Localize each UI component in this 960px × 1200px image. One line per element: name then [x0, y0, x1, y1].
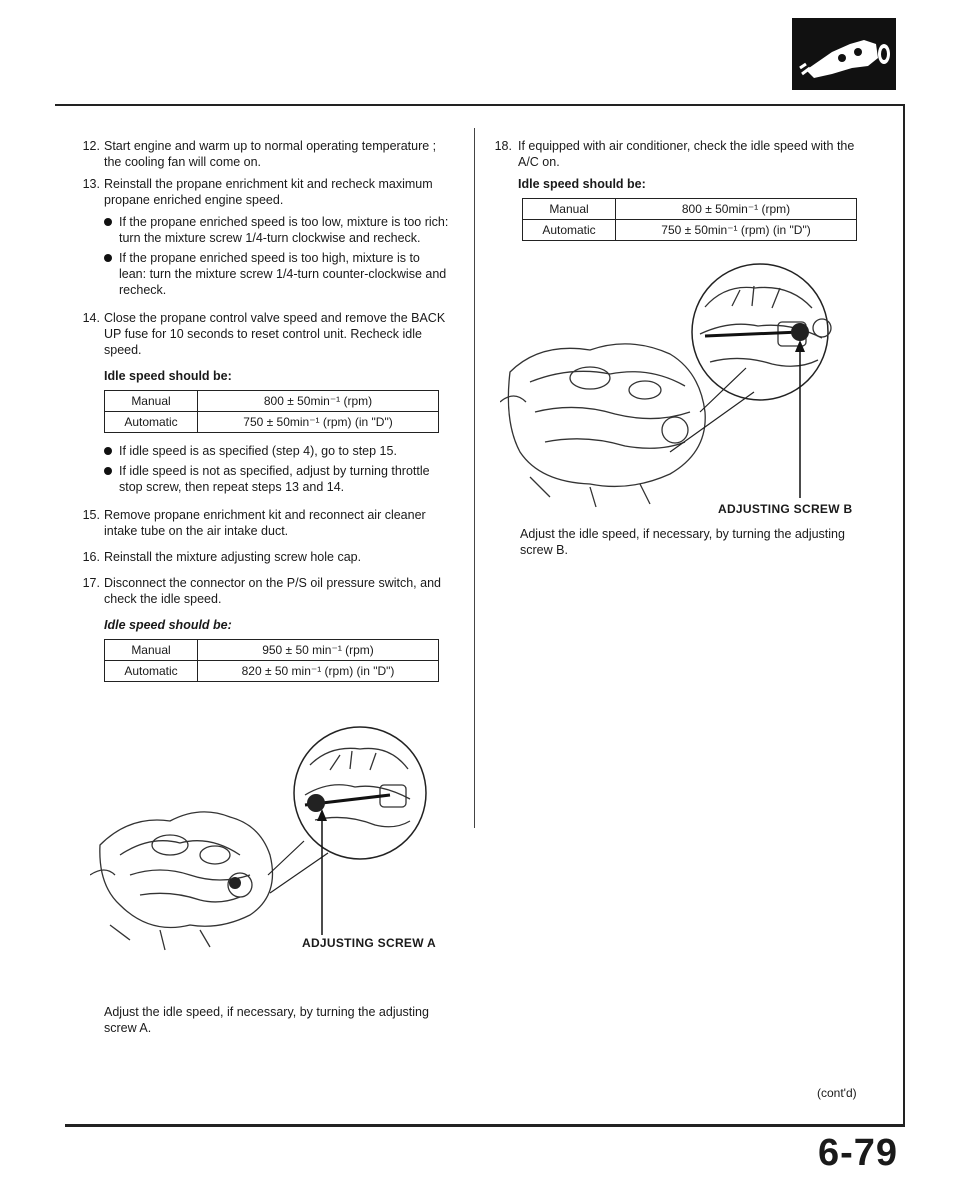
table-row	[523, 220, 857, 241]
bullet-icon	[104, 254, 112, 262]
step-text: Reinstall the mixture adjusting screw hole cap.	[104, 550, 362, 564]
step-13	[74, 176, 450, 208]
idle-speed-table	[522, 198, 857, 241]
table-cell: 800 ± 50min⁻¹ (rpm)	[198, 391, 439, 412]
table-cell: Manual	[105, 640, 198, 661]
idle-speed-table	[104, 390, 439, 433]
bullet-item	[104, 214, 450, 246]
adjust-instruction-b: Adjust the idle speed, if necessary, by turning the adjusting screw B.	[520, 527, 845, 557]
step-text: Close the propane control valve speed and remove the BACK UP fuse for 10 seconds to reset control unit. Recheck idle speed.	[104, 311, 446, 357]
step-number: 15.	[82, 508, 100, 522]
left-column	[74, 138, 450, 682]
step-text: Disconnect the connector on the P/S oil pressure switch, and check the idle speed.	[104, 576, 441, 606]
idle-speed-label: Idle speed should be:	[104, 369, 232, 383]
table-row	[523, 199, 857, 220]
table-cell: 820 ± 50 min⁻¹ (rpm) (in "D")	[198, 661, 439, 682]
table-cell: Manual	[105, 391, 198, 412]
step-number: 12.	[82, 139, 100, 153]
bullet-text: If the propane enriched speed is too low, mixture is too rich: turn the mixture screw 1/4-turn clockwise and recheck.	[119, 215, 449, 245]
adjusting-screw-b-callout: ADJUSTING SCREW B	[718, 502, 853, 516]
step-16	[74, 549, 450, 565]
step-12	[74, 138, 450, 170]
step-text: Start engine and warm up to normal operating temperature ; the cooling fan will come on.	[104, 139, 437, 169]
step-number: 16.	[82, 550, 100, 564]
bullet-text: If idle speed is not as specified, adjust by turning throttle stop screw, then repeat steps 13 and 14.	[119, 464, 430, 494]
bullet-item	[104, 443, 450, 459]
table-cell: 950 ± 50 min⁻¹ (rpm)	[198, 640, 439, 661]
table-cell: Automatic	[105, 412, 198, 433]
footer-rule	[65, 1124, 905, 1127]
table-cell: 750 ± 50min⁻¹ (rpm) (in "D")	[616, 220, 857, 241]
engine-fuel-system-icon	[792, 18, 896, 90]
step-17	[74, 575, 450, 607]
table-cell: Automatic	[105, 661, 198, 682]
header-rule	[55, 104, 905, 106]
adjusting-screw-a-callout: ADJUSTING SCREW A	[302, 936, 436, 950]
table-cell: Manual	[523, 199, 616, 220]
idle-speed-label: Idle speed should be:	[104, 618, 232, 632]
table-cell: 800 ± 50min⁻¹ (rpm)	[616, 199, 857, 220]
table-row	[105, 640, 439, 661]
step-text: Remove propane enrichment kit and reconnect air cleaner intake tube on the air intake duct.	[104, 508, 426, 538]
table-cell: 750 ± 50min⁻¹ (rpm) (in "D")	[198, 412, 439, 433]
page-number: 6-79	[818, 1132, 899, 1174]
table-row	[105, 412, 439, 433]
bullet-item	[104, 250, 450, 298]
step-number: 13.	[82, 177, 100, 191]
right-column	[492, 138, 868, 241]
right-page-rule	[903, 104, 905, 1126]
step-text: If equipped with air conditioner, check the idle speed with the A/C on.	[518, 139, 855, 169]
step-number: 14.	[82, 311, 100, 325]
step-number: 17.	[82, 576, 100, 590]
table-row	[105, 661, 439, 682]
bullet-item	[104, 463, 450, 495]
continued-label: (cont'd)	[817, 1086, 857, 1100]
bullet-text: If idle speed is as specified (step 4), go to step 15.	[119, 444, 397, 458]
idle-speed-label: Idle speed should be:	[518, 177, 646, 191]
step-text: Reinstall the propane enrichment kit and recheck maximum propane enriched engine speed.	[104, 177, 433, 207]
step-18	[492, 138, 868, 170]
bullet-icon	[104, 218, 112, 226]
step-number: 18.	[494, 139, 512, 153]
column-divider	[474, 128, 475, 828]
bullet-text: If the propane enriched speed is too high, mixture is to lean: turn the mixture screw 1/4-turn counter-clockwise and recheck.	[119, 251, 447, 297]
throttle-body-illustration-b	[500, 262, 880, 512]
step-13-bullets	[104, 214, 450, 298]
idle-speed-table	[104, 639, 439, 682]
step-15	[74, 507, 450, 539]
bullet-icon	[104, 447, 112, 455]
throttle-body-illustration-a	[90, 725, 450, 955]
table-row	[105, 391, 439, 412]
step-14-bullets	[104, 443, 450, 495]
bullet-icon	[104, 467, 112, 475]
table-cell: Automatic	[523, 220, 616, 241]
adjust-instruction-a: Adjust the idle speed, if necessary, by turning the adjusting screw A.	[104, 1005, 429, 1035]
step-14	[74, 310, 450, 358]
